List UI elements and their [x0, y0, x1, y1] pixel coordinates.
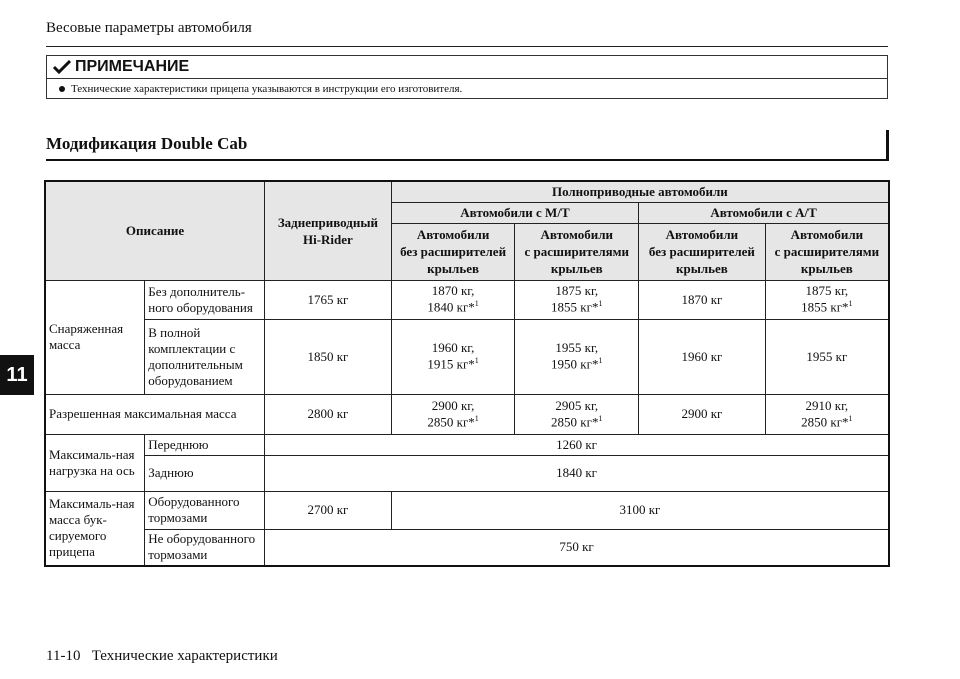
- table-cell: 1850 кг: [265, 319, 392, 394]
- table-row: [45, 434, 889, 455]
- header-awd: Полноприводные автомобили: [391, 181, 889, 202]
- section-title: Модификация Double Cab: [46, 134, 248, 153]
- header-mt-ext: Автомобили с расширителями крыльев: [515, 223, 639, 280]
- trailer-braked-label: Оборудованного тормозами: [145, 491, 265, 529]
- table-row: [45, 455, 889, 491]
- section-rule: [46, 159, 888, 161]
- chapter-tab: 11: [0, 355, 34, 395]
- header-at: Автомобили с A/T: [639, 202, 889, 223]
- page-header-title: Весовые параметры автомобиля: [46, 20, 252, 36]
- table-row: [45, 491, 889, 529]
- table-cell: 1955 кг, 1950 кг*$^1$: [515, 319, 639, 394]
- table-cell: 1875 кг, 1855 кг*$^1$: [515, 280, 639, 319]
- table-row: [45, 394, 889, 434]
- table-cell: 2800 кг: [265, 394, 392, 434]
- axle-load-label: Максималь-ная нагрузка на ось: [45, 434, 145, 491]
- header-at-no-ext: Автомобили без расширителей крыльев: [639, 223, 766, 280]
- note-item-text: Технические характеристики прицепа указываются в инструкции его изготовителя.: [71, 83, 463, 95]
- table-cell: 1870 кг, 1840 кг*$^1$: [391, 280, 515, 319]
- table-cell: 2905 кг, 2850 кг*$^1$: [515, 394, 639, 434]
- table-row: [45, 280, 889, 319]
- gross-mass-label: Разрешенная максимальная масса: [45, 394, 265, 434]
- table-cell: 1875 кг, 1855 кг*$^1$: [765, 280, 889, 319]
- table-cell: 2910 кг, 2850 кг*$^1$: [765, 394, 889, 434]
- note-heading-text: ПРИМЕЧАНИЕ: [75, 58, 190, 75]
- curb-base-label: Без дополнитель-ного оборудования: [145, 280, 265, 319]
- table-row: [45, 319, 889, 394]
- header-description: Описание: [45, 181, 265, 280]
- table-cell: 1765 кг: [265, 280, 392, 319]
- axle-rear-label: Заднюю: [145, 455, 265, 491]
- note-box: [46, 55, 888, 99]
- curb-full-label: В полной комплектации с дополнительным оборудованием: [145, 319, 265, 394]
- header-rear-drive-sub: Hi-Rider: [302, 231, 353, 247]
- table-cell: 1955 кг: [765, 319, 889, 394]
- table-cell: 3100 кг: [391, 491, 889, 529]
- table-cell: 1960 кг: [639, 319, 766, 394]
- table-cell: 2900 кг, 2850 кг*$^1$: [391, 394, 515, 434]
- header-mt: Автомобили с M/T: [391, 202, 638, 223]
- bullet-icon: [59, 86, 65, 92]
- table-cell: 1870 кг: [639, 280, 766, 319]
- trailer-mass-label: Максималь-ная масса бук-сируемого прицепа: [45, 491, 145, 566]
- axle-front-label: Переднюю: [145, 434, 265, 455]
- page-footer: [46, 648, 278, 665]
- table-cell: 2700 кг: [265, 491, 392, 529]
- header-at-ext: Автомобили с расширителями крыльев: [765, 223, 889, 280]
- table-cell: 1840 кг: [265, 455, 889, 491]
- header-rule: [46, 46, 888, 47]
- table-cell: 1960 кг, 1915 кг*$^1$: [391, 319, 515, 394]
- footer-text: Технические характеристики: [91, 648, 278, 664]
- header-rear-drive: [265, 181, 392, 280]
- table-cell: 750 кг: [265, 529, 889, 566]
- page-number: 11-10: [46, 648, 81, 664]
- table-cell: 2900 кг: [639, 394, 766, 434]
- note-item: [47, 79, 887, 99]
- note-heading: [47, 56, 887, 79]
- check-icon: [53, 60, 71, 74]
- header-rear-drive-label: Заднеприводный: [277, 214, 378, 230]
- table-row: [45, 529, 889, 566]
- weight-table: [44, 180, 890, 567]
- header-mt-no-ext: Автомобили без расширителей крыльев: [391, 223, 515, 280]
- table-cell: 1260 кг: [265, 434, 889, 455]
- section-bar: [886, 130, 889, 161]
- trailer-unbraked-label: Не оборудованного тормозами: [145, 529, 265, 566]
- curb-mass-label: Снаряженная масса: [45, 280, 145, 394]
